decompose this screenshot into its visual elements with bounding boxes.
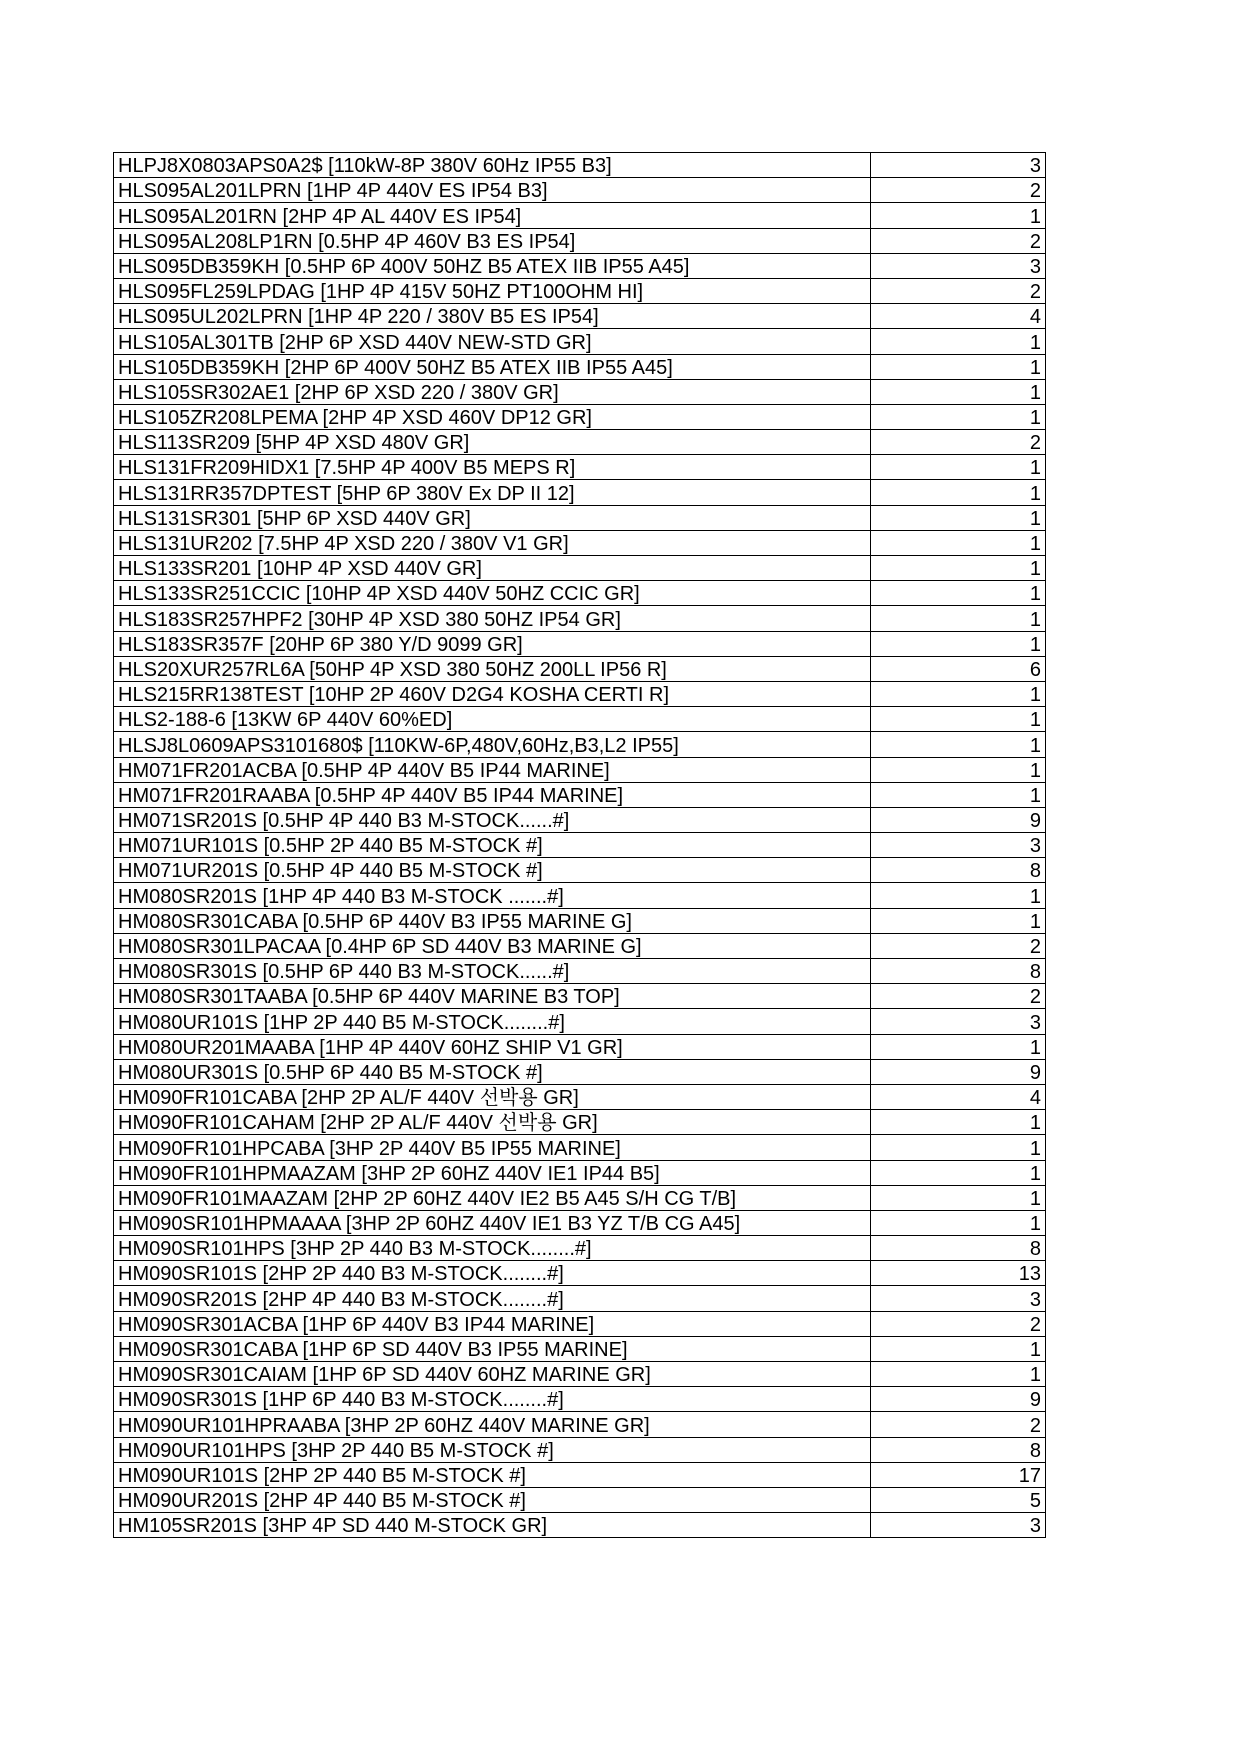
table-row [114,203,1046,228]
product-description-cell: HLS133SR201 [10HP 4P XSD 440V GR] [114,556,871,581]
quantity-cell: 1 [871,908,1046,933]
quantity-cell: 9 [871,1059,1046,1084]
quantity-cell: 8 [871,1437,1046,1462]
quantity-cell: 1 [871,1336,1046,1361]
product-description-cell: HM071FR201ACBA [0.5HP 4P 440V B5 IP44 MARINE] [114,757,871,782]
quantity-cell: 2 [871,984,1046,1009]
quantity-cell: 3 [871,1513,1046,1538]
quantity-cell: 1 [871,480,1046,505]
table-row [114,1210,1046,1235]
product-description-cell: HLS105SR302AE1 [2HP 6P XSD 220 / 380V GR] [114,379,871,404]
table-row [114,153,1046,178]
quantity-cell: 1 [871,1185,1046,1210]
quantity-cell: 1 [871,455,1046,480]
quantity-cell: 1 [871,354,1046,379]
product-description-cell: HLS2-188-6 [13KW 6P 440V 60%ED] [114,707,871,732]
product-description-cell: HLS095AL208LP1RN [0.5HP 4P 460V B3 ES IP54] [114,228,871,253]
product-description-cell: HLS095AL201LPRN [1HP 4P 440V ES IP54 B3] [114,178,871,203]
quantity-cell: 13 [871,1261,1046,1286]
table-row [114,178,1046,203]
quantity-cell: 17 [871,1462,1046,1487]
table-row [114,379,1046,404]
quantity-cell: 2 [871,278,1046,303]
product-description-cell: HM080UR201MAABA [1HP 4P 440V 60HZ SHIP V1 GR] [114,1034,871,1059]
quantity-cell: 6 [871,656,1046,681]
table-row [114,732,1046,757]
quantity-cell: 1 [871,707,1046,732]
table-row [114,883,1046,908]
quantity-cell: 4 [871,304,1046,329]
product-description-cell: HLS131RR357DPTEST [5HP 6P 380V Ex DP II 12] [114,480,871,505]
table-row [114,1462,1046,1487]
quantity-cell: 1 [871,631,1046,656]
quantity-cell: 8 [871,959,1046,984]
product-description-cell: HLS131FR209HIDX1 [7.5HP 4P 400V B5 MEPS R] [114,455,871,480]
product-description-cell: HLS095DB359KH [0.5HP 6P 400V 50HZ B5 ATEX IIB IP55 A45] [114,253,871,278]
table-row [114,1487,1046,1512]
table-row [114,253,1046,278]
inventory-table-body [114,153,1046,1538]
product-description-cell: HM080SR301LPACAA [0.4HP 6P SD 440V B3 MARINE G] [114,933,871,958]
table-row [114,782,1046,807]
quantity-cell: 1 [871,556,1046,581]
product-description-cell: HM080SR201S [1HP 4P 440 B3 M-STOCK .......#] [114,883,871,908]
table-row [114,304,1046,329]
quantity-cell: 2 [871,430,1046,455]
product-description-cell: HLS105AL301TB [2HP 6P XSD 440V NEW-STD GR] [114,329,871,354]
table-row [114,631,1046,656]
table-row [114,329,1046,354]
product-description-cell: HLPJ8X0803APS0A2$ [110kW-8P 380V 60Hz IP55 B3] [114,153,871,178]
table-row [114,984,1046,1009]
table-row [114,1110,1046,1135]
product-description-cell: HM071FR201RAABA [0.5HP 4P 440V B5 IP44 MARINE] [114,782,871,807]
product-description-cell: HM090FR101HPCABA [3HP 2P 440V B5 IP55 MARINE] [114,1135,871,1160]
product-description-cell: HLS20XUR257RL6A [50HP 4P XSD 380 50HZ 200LL IP56 R] [114,656,871,681]
quantity-cell: 1 [871,782,1046,807]
quantity-cell: 2 [871,1311,1046,1336]
table-row [114,278,1046,303]
quantity-cell: 1 [871,581,1046,606]
quantity-cell: 1 [871,404,1046,429]
product-description-cell: HLS183SR257HPF2 [30HP 4P XSD 380 50HZ IP54 GR] [114,606,871,631]
product-description-cell: HM090SR101HPS [3HP 2P 440 B3 M-STOCK........#] [114,1236,871,1261]
product-description-cell: HM090SR301CAIAM [1HP 6P SD 440V 60HZ MARINE GR] [114,1362,871,1387]
table-row [114,556,1046,581]
table-row [114,430,1046,455]
product-description-cell: HLS095FL259LPDAG [1HP 4P 415V 50HZ PT100OHM HI] [114,278,871,303]
product-description-cell: HM090FR101HPMAAZAM [3HP 2P 60HZ 440V IE1 IP44 B5] [114,1160,871,1185]
quantity-cell: 1 [871,1034,1046,1059]
table-row [114,833,1046,858]
product-description-cell: HM090UR101S [2HP 2P 440 B5 M-STOCK #] [114,1462,871,1487]
table-row [114,1412,1046,1437]
quantity-cell: 1 [871,732,1046,757]
product-description-cell: HM071UR101S [0.5HP 2P 440 B5 M-STOCK #] [114,833,871,858]
table-row [114,1059,1046,1084]
quantity-cell: 2 [871,933,1046,958]
table-row [114,228,1046,253]
table-row [114,908,1046,933]
quantity-cell: 1 [871,379,1046,404]
product-description-cell: HM080SR301S [0.5HP 6P 440 B3 M-STOCK......#] [114,959,871,984]
quantity-cell: 3 [871,1286,1046,1311]
table-row [114,933,1046,958]
table-row [114,1009,1046,1034]
quantity-cell: 1 [871,1362,1046,1387]
product-description-cell: HM080SR301TAABA [0.5HP 6P 440V MARINE B3 TOP] [114,984,871,1009]
table-row [114,1387,1046,1412]
table-row [114,581,1046,606]
table-row [114,959,1046,984]
product-description-cell: HM090SR301ACBA [1HP 6P 440V B3 IP44 MARINE] [114,1311,871,1336]
product-description-cell: HM090SR101S [2HP 2P 440 B3 M-STOCK........#] [114,1261,871,1286]
product-description-cell: HLSJ8L0609APS3101680$ [110KW-6P,480V,60Hz,B3,L2 IP55] [114,732,871,757]
table-row [114,656,1046,681]
quantity-cell: 1 [871,329,1046,354]
product-description-cell: HLS131SR301 [5HP 6P XSD 440V GR] [114,505,871,530]
quantity-cell: 3 [871,833,1046,858]
quantity-cell: 1 [871,1110,1046,1135]
product-description-cell: HLS105ZR208LPEMA [2HP 4P XSD 460V DP12 GR] [114,404,871,429]
product-description-cell: HLS105DB359KH [2HP 6P 400V 50HZ B5 ATEX IIB IP55 A45] [114,354,871,379]
table-row [114,1160,1046,1185]
quantity-cell: 1 [871,681,1046,706]
table-row [114,1437,1046,1462]
quantity-cell: 2 [871,1412,1046,1437]
product-description-cell: HLS133SR251CCIC [10HP 4P XSD 440V 50HZ CCIC GR] [114,581,871,606]
table-row [114,1311,1046,1336]
table-row [114,505,1046,530]
product-description-cell: HM105SR201S [3HP 4P SD 440 M-STOCK GR] [114,1513,871,1538]
quantity-cell: 9 [871,807,1046,832]
product-description-cell: HM090FR101MAAZAM [2HP 2P 60HZ 440V IE2 B5 A45 S/H CG T/B] [114,1185,871,1210]
product-description-cell: HM080UR101S [1HP 2P 440 B5 M-STOCK........#] [114,1009,871,1034]
table-row [114,1084,1046,1109]
product-description-cell: HM090SR301CABA [1HP 6P SD 440V B3 IP55 MARINE] [114,1336,871,1361]
table-row [114,757,1046,782]
product-description-cell: HLS183SR357F [20HP 6P 380 Y/D 9099 GR] [114,631,871,656]
product-description-cell: HM090UR201S [2HP 4P 440 B5 M-STOCK #] [114,1487,871,1512]
product-description-cell: HM080SR301CABA [0.5HP 6P 440V B3 IP55 MARINE G] [114,908,871,933]
product-description-cell: HM090SR201S [2HP 4P 440 B3 M-STOCK........#] [114,1286,871,1311]
product-description-cell: HLS131UR202 [7.5HP 4P XSD 220 / 380V V1 GR] [114,530,871,555]
product-description-cell: HM071UR201S [0.5HP 4P 440 B5 M-STOCK #] [114,858,871,883]
quantity-cell: 1 [871,203,1046,228]
quantity-cell: 8 [871,858,1046,883]
quantity-cell: 2 [871,228,1046,253]
table-row [114,1336,1046,1361]
table-row [114,1513,1046,1538]
table-row [114,1261,1046,1286]
product-description-cell: HM090SR101HPMAAAA [3HP 2P 60HZ 440V IE1 B3 YZ T/B CG A45] [114,1210,871,1235]
product-description-cell: HLS215RR138TEST [10HP 2P 460V D2G4 KOSHA CERTI R] [114,681,871,706]
table-row [114,681,1046,706]
product-description-cell: HM080UR301S [0.5HP 6P 440 B5 M-STOCK #] [114,1059,871,1084]
quantity-cell: 3 [871,1009,1046,1034]
product-description-cell: HLS095UL202LPRN [1HP 4P 220 / 380V B5 ES IP54] [114,304,871,329]
quantity-cell: 1 [871,1160,1046,1185]
quantity-cell: 1 [871,1135,1046,1160]
table-row [114,530,1046,555]
product-description-cell: HM090UR101HPS [3HP 2P 440 B5 M-STOCK #] [114,1437,871,1462]
quantity-cell: 8 [871,1236,1046,1261]
table-row [114,606,1046,631]
product-description-cell: HM090FR101CABA [2HP 2P AL/F 440V 선박용 GR] [114,1084,871,1109]
table-row [114,1362,1046,1387]
inventory-table [113,152,1046,1538]
product-description-cell: HLS113SR209 [5HP 4P XSD 480V GR] [114,430,871,455]
product-description-cell: HM090SR301S [1HP 6P 440 B3 M-STOCK........#] [114,1387,871,1412]
table-row [114,354,1046,379]
quantity-cell: 1 [871,757,1046,782]
quantity-cell: 2 [871,178,1046,203]
table-row [114,404,1046,429]
table-row [114,858,1046,883]
product-description-cell: HM090FR101CAHAM [2HP 2P AL/F 440V 선박용 GR] [114,1110,871,1135]
quantity-cell: 1 [871,530,1046,555]
quantity-cell: 1 [871,883,1046,908]
table-row [114,1185,1046,1210]
table-row [114,1034,1046,1059]
table-row [114,1135,1046,1160]
table-row [114,807,1046,832]
quantity-cell: 3 [871,253,1046,278]
table-row [114,707,1046,732]
quantity-cell: 1 [871,1210,1046,1235]
product-description-cell: HM071SR201S [0.5HP 4P 440 B3 M-STOCK......#] [114,807,871,832]
quantity-cell: 1 [871,505,1046,530]
quantity-cell: 1 [871,606,1046,631]
product-description-cell: HLS095AL201RN [2HP 4P AL 440V ES IP54] [114,203,871,228]
product-description-cell: HM090UR101HPRAABA [3HP 2P 60HZ 440V MARINE GR] [114,1412,871,1437]
quantity-cell: 9 [871,1387,1046,1412]
quantity-cell: 5 [871,1487,1046,1512]
table-row [114,1236,1046,1261]
quantity-cell: 4 [871,1084,1046,1109]
quantity-cell: 3 [871,153,1046,178]
table-row [114,480,1046,505]
table-row [114,455,1046,480]
table-row [114,1286,1046,1311]
